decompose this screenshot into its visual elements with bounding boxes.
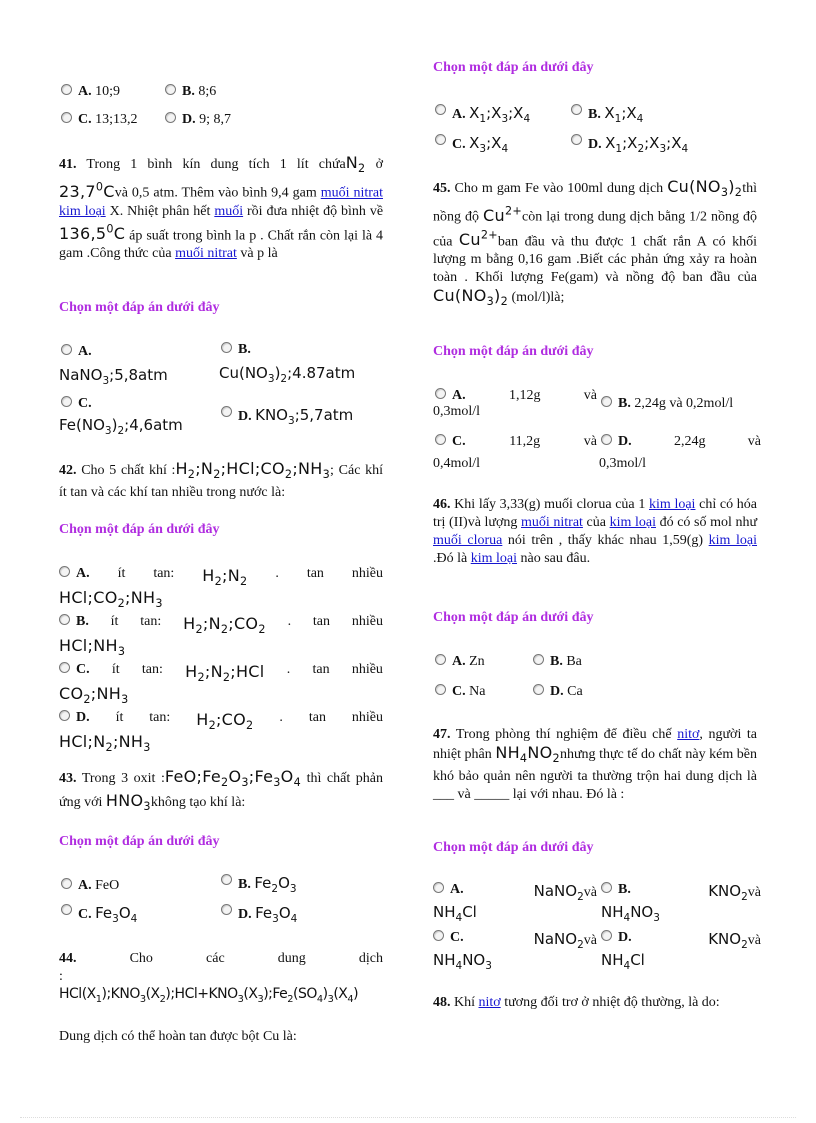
- answer-prompt: Chọn một đáp án dưới đây: [433, 344, 594, 359]
- q46-option-c[interactable]: C. Na: [435, 684, 485, 700]
- formula: $Fe_3O_4$: [95, 904, 138, 925]
- formula: $Fe_2O_3$: [254, 874, 297, 895]
- formula: $KNO_3;5,7atm$: [255, 406, 354, 427]
- formula: $Cu^{2+}$: [483, 204, 523, 225]
- q40-option-d[interactable]: D. 9; 8,7: [165, 112, 231, 128]
- q43-option-a[interactable]: A. FeO: [61, 878, 119, 894]
- q41-option-b-formula: $Cu(NO_3)_2;4.87atm$: [219, 364, 356, 385]
- q45-option-a[interactable]: A. 1,12g và 0,3mol/l: [433, 388, 597, 419]
- link-nito[interactable]: nitơ: [677, 727, 700, 742]
- formula: $FeO;Fe_2O_3;Fe_3O_4$: [164, 767, 301, 790]
- answer-prompt: Chọn một đáp án dưới đây: [59, 300, 220, 315]
- radio-button[interactable]: [571, 134, 582, 145]
- formula: $HNO_3$: [105, 791, 151, 814]
- page-bottom-divider: [20, 1117, 796, 1118]
- radio-button[interactable]: [601, 930, 612, 941]
- formula: $NH_4NO_2$: [495, 743, 560, 766]
- q45-option-d[interactable]: D. 2,24g và 0,3mol/l: [599, 434, 761, 471]
- q47-option-b[interactable]: B. $KNO_2và$ $NH_4NO_3$: [601, 882, 761, 924]
- formula: $Cu(NO_3)_2$: [667, 177, 743, 200]
- answer-prompt: Chọn một đáp án dưới đây: [433, 610, 594, 625]
- formula: $Fe_3O_4$: [255, 904, 298, 925]
- link-kim-loai[interactable]: kim loại: [59, 203, 106, 219]
- q45-text: 45. Cho m gam Fe vào 100ml dung dịch $Cu(NO_3)_2thì$ nồng độ $Cu^{2+}còn$ lại trong dung dịch bằng 1/2 nồng độ của $Cu^{2+}ban$ đầu và thu được 1 chất rắn A có khối lượng m bằng 0,16 gam .Biết các phản ứng xảy ra hoàn toàn . Khối lượng Fe(gam) và nồng độ ban đầu của $Cu(NO_3)_2$ (mol/l)là;: [433, 177, 758, 309]
- formula: $NH_4Cl$: [601, 951, 645, 972]
- q40-option-c[interactable]: C. 13;13,2: [61, 112, 138, 128]
- formula: $N_2$: [345, 153, 366, 176]
- formula: $KNO_2$: [708, 882, 748, 903]
- link-kim-loai[interactable]: kim loại: [470, 551, 517, 566]
- formula: $NH_4NO_3$: [433, 951, 492, 972]
- link-muoi-nitrat[interactable]: muối nitrat: [320, 185, 383, 201]
- formula: $KNO_2$: [708, 930, 748, 951]
- formula: $HCl;N_2;NH_3$: [59, 732, 151, 755]
- formula: $HCl;NH_3$: [59, 636, 126, 659]
- q44-option-b[interactable]: B. $X_1;X_4$: [571, 104, 643, 125]
- radio-button[interactable]: [61, 878, 72, 889]
- radio-button[interactable]: [571, 104, 582, 115]
- link-muoi[interactable]: muối: [214, 203, 244, 219]
- radio-button[interactable]: [433, 930, 444, 941]
- radio-button[interactable]: [221, 342, 232, 353]
- radio-button[interactable]: [221, 874, 232, 885]
- radio-button[interactable]: [59, 710, 70, 721]
- formula: $H_2;CO_2$: [196, 710, 254, 733]
- formula: $X_1;X_4$: [604, 104, 644, 125]
- q41-option-a[interactable]: A.: [61, 344, 92, 360]
- formula: 23,7$^0$C: [59, 180, 115, 201]
- q46-text: 46. Khi lấy 3,33(g) muối clorua của 1 kim loại chỉ có hóa trị (II)và lượng muối nitrat của kim loại đó có số mol như muối clorua nói trên , thấy khác nhau 1,59(g) kim loại .Đó là kim loại nào sau đâu.: [433, 497, 758, 566]
- link-muoi-clorua[interactable]: muối clorua: [433, 533, 503, 548]
- radio-button[interactable]: [61, 84, 72, 95]
- formula: $Cu^{2+}$: [458, 228, 498, 249]
- formula: NaNO$_2$: [533, 882, 584, 903]
- formula: 136,5$^0$C: [59, 222, 126, 243]
- radio-button[interactable]: [601, 396, 612, 407]
- link-kim-loai[interactable]: kim loại: [708, 533, 758, 548]
- q44-option-a[interactable]: A. $X_1;X_3;X_4$: [435, 104, 530, 125]
- answer-prompt: Chọn một đáp án dưới đây: [59, 522, 220, 537]
- q40-option-b[interactable]: B. 8;6: [165, 84, 216, 100]
- formula: $H_2;N_2;HCl;CO_2;NH_3$: [175, 459, 331, 482]
- formula: $H_2;N_2;HCl$: [185, 662, 265, 685]
- radio-button[interactable]: [165, 84, 176, 95]
- radio-button[interactable]: [61, 112, 72, 123]
- formula: $HCl;CO_2;NH_3$: [59, 588, 163, 611]
- q41-option-a-formula: NaNO$_3$;5,8atm: [59, 366, 168, 387]
- q44-text: 44. Cho các dung dịch :: [59, 951, 383, 984]
- q41-option-b[interactable]: B.: [221, 342, 251, 358]
- q45-option-c[interactable]: C. 11,2g và 0,4mol/l: [433, 434, 597, 471]
- q44-question: Dung dịch có thể hoàn tan được bột Cu là:: [59, 1029, 297, 1044]
- q45-option-b[interactable]: B. 2,24g và 0,2mol/l: [601, 396, 733, 412]
- link-kim-loai[interactable]: kim loại: [649, 497, 696, 512]
- q42-option-a[interactable]: A. ít tan: $H_2;N_2$ . tan nhiều $HCl;CO_2;NH_3$: [59, 566, 383, 611]
- link-nito[interactable]: nitơ: [478, 995, 501, 1010]
- q41-option-c-formula: $Fe(NO_3)_2;4,6atm$: [59, 416, 183, 437]
- formula: $X_1;X_3;X_4$: [469, 104, 531, 125]
- formula: $H_2;N_2;CO_2$: [183, 614, 266, 637]
- formula: $NH_4Cl$: [433, 903, 477, 924]
- radio-button[interactable]: [221, 904, 232, 915]
- radio-button[interactable]: [59, 662, 70, 673]
- answer-prompt: Chọn một đáp án dưới đây: [59, 834, 220, 849]
- q41-text: 41. Trong 1 bình kín dung tích 1 lít chứaN$_2$ ở 23,7$^0$Cvà 0,5 atm. Thêm vào bình 9,4 gam muối nitrat kim loại X. Nhiệt phân hết muối rồi đưa nhiệt độ bình về 136,5$^0$C áp suất trong bình la p . Chất rắn còn lại là 4 gam .Công thức của muối nitrat và p là: [59, 153, 384, 261]
- q43-text: 43. Trong 3 oxit $:FeO;Fe_2O_3;Fe_3O_4$ thì chất phản ứng với $HNO_3không$ tạo khí là:: [59, 767, 383, 814]
- radio-button[interactable]: [435, 388, 446, 399]
- radio-button[interactable]: [533, 684, 544, 695]
- q47-option-d[interactable]: D. $KNO_2và$ $NH_4Cl$: [601, 930, 761, 972]
- radio-button[interactable]: [433, 882, 444, 893]
- q41-option-d[interactable]: D. $KNO_3;5,7atm$: [221, 406, 353, 427]
- q46-option-d[interactable]: D. Ca: [533, 684, 583, 700]
- q44-solutions-formula: $HCl(X_1);KNO_3(X_2);HCl+KNO_3(X_3);Fe_2(SO_4)_3(X_4)$: [59, 986, 359, 1005]
- link-kim-loai[interactable]: kim loại: [609, 515, 656, 530]
- radio-button[interactable]: [221, 406, 232, 417]
- q41-option-c[interactable]: C.: [61, 396, 92, 412]
- radio-button[interactable]: [601, 434, 612, 445]
- radio-button[interactable]: [601, 882, 612, 893]
- radio-button[interactable]: [61, 344, 72, 355]
- radio-button[interactable]: [435, 434, 446, 445]
- radio-button[interactable]: [435, 104, 446, 115]
- q44-option-c[interactable]: C. $X_3;X_4$: [435, 134, 508, 155]
- link-muoi-nitrat[interactable]: muối nitrat: [521, 515, 583, 530]
- formula: $Cu(NO_3)_2$: [433, 285, 509, 309]
- radio-button[interactable]: [59, 614, 70, 625]
- radio-button[interactable]: [435, 654, 446, 665]
- q46-option-b[interactable]: B. Ba: [533, 654, 582, 670]
- radio-button[interactable]: [61, 396, 72, 407]
- radio-button[interactable]: [435, 684, 446, 695]
- formula: $X_1;X_2;X_3;X_4$: [605, 134, 689, 155]
- radio-button[interactable]: [435, 134, 446, 145]
- formula: $H_2;N_2$: [202, 566, 248, 589]
- q47-option-a[interactable]: A. NaNO$_2$và $NH_4Cl$: [433, 882, 597, 924]
- q44-option-d[interactable]: D. $X_1;X_2;X_3;X_4$: [571, 134, 688, 155]
- radio-button[interactable]: [59, 566, 70, 577]
- radio-button[interactable]: [165, 112, 176, 123]
- q42-option-c[interactable]: C. ít tan: $H_2;N_2;HCl$ . tan nhiều $CO_2;NH_3$: [59, 662, 383, 707]
- answer-prompt: Chọn một đáp án dưới đây: [433, 60, 594, 75]
- q47-option-c[interactable]: C. NaNO$_2$và $NH_4NO_3$: [433, 930, 597, 972]
- radio-button[interactable]: [61, 904, 72, 915]
- link-muoi-nitrat[interactable]: muối nitrat: [175, 245, 237, 261]
- formula: $NH_4NO_3$: [601, 903, 660, 924]
- q43-option-d[interactable]: D. $Fe_3O_4$: [221, 904, 297, 925]
- q43-option-c[interactable]: C. $Fe_3O_4$: [61, 904, 137, 925]
- q43-option-b[interactable]: B. $Fe_2O_3$: [221, 874, 297, 895]
- formula: $CO_2;NH_3$: [59, 684, 129, 707]
- q42-text: 42. Cho 5 chất khí $:H_2;N_2;HCl;CO_2;NH_3$; Các khí ít tan và các khí tan nhiều trong nước là:: [59, 459, 383, 501]
- q48-text: 48. Khí nitơ tương đối trơ ở nhiệt độ thường, là do:: [433, 995, 720, 1010]
- radio-button[interactable]: [533, 654, 544, 665]
- q42-option-d[interactable]: D. ít tan: $H_2;CO_2$ . tan nhiều $HCl;N_2;NH_3$: [59, 710, 383, 755]
- q46-option-a[interactable]: A. Zn: [435, 654, 485, 670]
- answer-prompt: Chọn một đáp án dưới đây: [433, 840, 594, 855]
- q40-option-a[interactable]: A. 10;9: [61, 84, 120, 100]
- q42-option-b[interactable]: B. ít tan: $H_2;N_2;CO_2$ . tan nhiều $HCl;NH_3$: [59, 614, 383, 659]
- formula: NaNO$_2$: [533, 930, 584, 951]
- formula: $X_3;X_4$: [469, 134, 509, 155]
- q47-text: 47. Trong phòng thí nghiệm để điều chế nitơ, người ta nhiệt phân $NH_4NO_2nhưng$ thực tế do chất này kém bền khó bảo quản nên người ta thường trộn hai dung dịch là ___ và _____ lại với nhau. Đó là :: [433, 727, 758, 803]
